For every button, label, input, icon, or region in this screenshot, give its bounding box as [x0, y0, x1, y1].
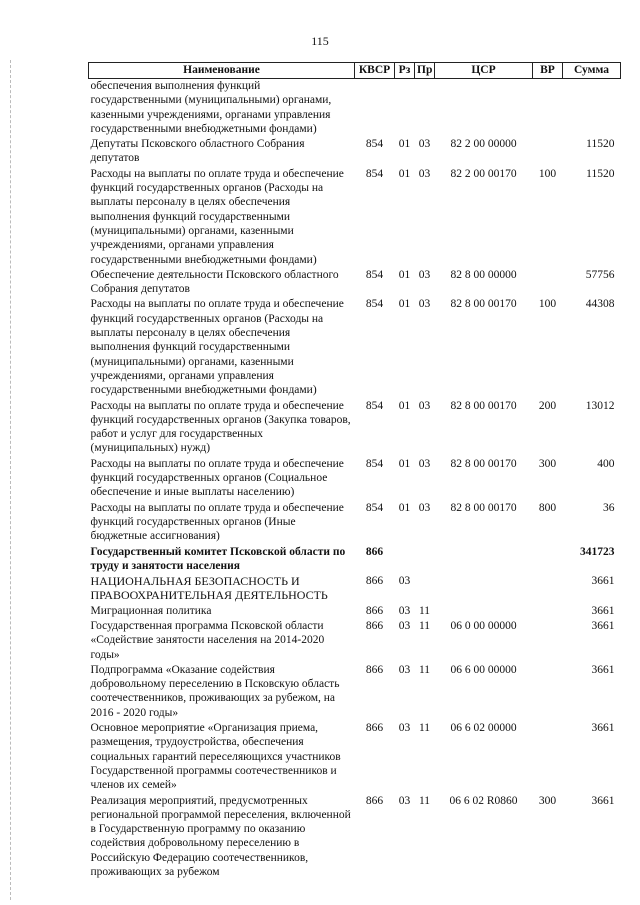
cell-pr: 03: [418, 268, 431, 281]
cell-csr: 06 6 02 R0860: [449, 794, 518, 807]
table-row: [89, 500, 621, 544]
cell-csr: 82 8 00 00170: [450, 501, 517, 514]
cell-sum: 3661: [591, 619, 615, 632]
margin-line: [10, 60, 11, 900]
header-sum: Сумма: [563, 63, 621, 79]
cell-rz: 01: [398, 138, 411, 151]
cell-pr: 11: [418, 619, 431, 632]
cell-name: Расходы на выплаты по оплате труда и обеспечение функций государственных органов (Иные бюджетные ассигнования): [90, 501, 344, 543]
cell-sum: 11520: [586, 138, 615, 151]
cell-pr: [415, 544, 435, 574]
cell-sum: 3661: [591, 575, 615, 588]
cell-sum: 11520: [586, 167, 615, 180]
cell-csr: 82 2 00 00170: [450, 167, 517, 180]
cell-name: НАЦИОНАЛЬНАЯ БЕЗОПАСНОСТЬ И ПРАВООХРАНИТЕЛЬНАЯ ДЕЯТЕЛЬНОСТЬ: [90, 574, 328, 603]
cell-kvsr: 866: [365, 794, 384, 807]
cell-sum: [563, 79, 621, 137]
cell-vr: [533, 618, 563, 662]
budget-table: [88, 62, 621, 879]
table-row: [89, 618, 621, 662]
cell-csr: 82 2 00 00000: [450, 138, 517, 151]
cell-rz: 01: [398, 399, 411, 412]
cell-csr: [435, 544, 533, 574]
cell-sum: 13012: [585, 399, 615, 412]
cell-kvsr: 854: [365, 167, 384, 180]
cell-name: Государственная программа Псковской области «Содействие занятости населения на 2014-2020 годы»: [90, 619, 325, 661]
budget-table-container: [88, 62, 620, 879]
cell-pr: [415, 79, 435, 137]
cell-rz: 03: [398, 619, 411, 632]
cell-rz: 01: [398, 457, 411, 470]
cell-kvsr: 866: [365, 722, 384, 735]
cell-csr: 06 6 02 00000: [450, 722, 517, 735]
cell-vr: 100: [538, 298, 557, 311]
cell-pr: 03: [418, 167, 431, 180]
cell-vr: [533, 267, 563, 297]
cell-vr: [533, 662, 563, 720]
header-pr: Пр: [415, 63, 435, 79]
cell-kvsr: 854: [365, 138, 384, 151]
cell-pr: 11: [418, 722, 431, 735]
cell-csr: 82 8 00 00170: [450, 399, 517, 412]
cell-name: Подпрограмма «Оказание содействия добровольному переселению в Псковскую область соотечественников, проживающих за рубежом, на 2016 - 2020 годы»: [90, 663, 340, 719]
table-row: [89, 267, 621, 297]
cell-kvsr: 854: [365, 268, 384, 281]
cell-sum: 341723: [580, 545, 615, 558]
table-row: [89, 166, 621, 267]
table-row: [89, 398, 621, 456]
cell-vr: 100: [538, 167, 557, 180]
cell-name: Расходы на выплаты по оплате труда и обеспечение функций государственных органов (Расходы на выплаты персоналу в целях обеспечения выполнения функций государственными (муниципальными) органами, казенными учреждениями, органами управления государственными внебюджетными фондами): [90, 298, 344, 397]
cell-vr: [533, 573, 563, 603]
cell-name: Реализация мероприятий, предусмотренных региональной программой переселения, включенной в Государственную программу по оказанию содействия добровольному переселению в Российскую Федерацию соотечественников, проживающих за рубежом: [90, 794, 351, 879]
cell-csr: [435, 603, 533, 618]
table-row: [89, 296, 621, 397]
cell-pr: 11: [418, 794, 431, 807]
cell-sum: 36: [603, 501, 615, 514]
cell-sum: 44308: [585, 298, 615, 311]
cell-csr: 06 0 00 00000: [450, 619, 517, 632]
cell-kvsr: 866: [365, 619, 384, 632]
cell-rz: 03: [398, 575, 411, 588]
cell-name: Обеспечение деятельности Псковского областного Собрания депутатов: [90, 268, 339, 296]
cell-pr: 03: [418, 298, 431, 311]
table-row: [89, 662, 621, 720]
cell-csr: 82 8 00 00000: [450, 268, 517, 281]
cell-csr: [435, 573, 533, 603]
cell-vr: 300: [538, 457, 557, 470]
cell-csr: 82 8 00 00170: [450, 457, 517, 470]
cell-name: Расходы на выплаты по оплате труда и обеспечение функций государственных органов (Закупка товаров, работ и услуг для государственных (муниципальных) нужд): [90, 399, 351, 455]
cell-name: Государственный комитет Псковской области по труду и занятости населения: [90, 545, 346, 572]
cell-sum: 3661: [591, 663, 615, 676]
header-kvsr: КВСР: [355, 63, 395, 79]
cell-pr: 03: [418, 399, 431, 412]
cell-pr: [415, 573, 435, 603]
cell-vr: [533, 544, 563, 574]
cell-name: Расходы на выплаты по оплате труда и обеспечение функций государственных органов (Социальное обеспечение и иные выплаты населению): [90, 457, 344, 499]
cell-rz: 01: [398, 167, 411, 180]
cell-name: Расходы на выплаты по оплате труда и обеспечение функций государственных органов (Расходы на выплаты персоналу в целях обеспечения выполнения функций государственными (муниципальными) органами, казенными учреждениями, органами управления государственными внебюджетными фондами): [90, 167, 344, 266]
cell-rz: [395, 79, 415, 137]
table-row: [89, 79, 621, 137]
cell-vr: [533, 720, 563, 792]
page-number: 115: [311, 34, 329, 48]
cell-kvsr: 854: [365, 457, 384, 470]
table-row: [89, 456, 621, 500]
cell-vr: [533, 603, 563, 618]
table-row: [89, 573, 621, 603]
cell-vr: 800: [538, 501, 557, 514]
cell-vr: 200: [538, 399, 557, 412]
cell-rz: 03: [398, 663, 411, 676]
cell-name: обеспечения выполнения функций государственными (муниципальными) органами, казенными учреждениями, органами управления государственными внебюджетными фондами): [90, 80, 332, 135]
cell-rz: 03: [398, 722, 411, 735]
table-row: [89, 603, 621, 618]
header-rz: Рз: [395, 63, 415, 79]
header-name: Наименование: [89, 63, 355, 79]
cell-rz: 03: [398, 604, 411, 617]
cell-pr: 11: [418, 604, 431, 617]
cell-sum: 3661: [591, 604, 615, 617]
cell-pr: 03: [418, 457, 431, 470]
cell-kvsr: [355, 79, 395, 137]
cell-sum: 57756: [585, 268, 615, 281]
cell-sum: 3661: [591, 794, 615, 807]
cell-sum: 400: [597, 457, 615, 470]
cell-name: Основное мероприятие «Организация приема, размещения, трудоустройства, обеспечения социальных гарантий переселяющихся участников Государственной программы соотечественников и членов их семей»: [90, 722, 341, 792]
cell-kvsr: 866: [365, 663, 384, 676]
cell-pr: 03: [418, 138, 431, 151]
cell-csr: [435, 79, 533, 137]
table-row: [89, 544, 621, 574]
header-vr: ВР: [533, 63, 563, 79]
cell-name: Миграционная политика: [90, 604, 212, 617]
cell-pr: 03: [418, 501, 431, 514]
cell-kvsr: 854: [365, 501, 384, 514]
cell-kvsr: 854: [365, 399, 384, 412]
cell-kvsr: 866: [365, 575, 384, 588]
table-row: [89, 136, 621, 166]
cell-rz: 03: [398, 794, 411, 807]
table-row: [89, 720, 621, 792]
cell-rz: 01: [398, 298, 411, 311]
cell-kvsr: 854: [365, 298, 384, 311]
table-header: [89, 63, 621, 79]
cell-csr: 06 6 00 00000: [450, 663, 517, 676]
cell-vr: [533, 136, 563, 166]
header-csr: ЦСР: [435, 63, 533, 79]
cell-rz: [395, 544, 415, 574]
cell-sum: 3661: [591, 722, 615, 735]
cell-name: Депутаты Псковского областного Собрания депутатов: [90, 138, 305, 165]
cell-rz: 01: [398, 268, 411, 281]
cell-kvsr: 866: [365, 545, 384, 558]
cell-vr: 300: [538, 794, 557, 807]
cell-pr: 11: [418, 663, 431, 676]
table-body: [89, 79, 621, 880]
table-row: [89, 793, 621, 880]
cell-rz: 01: [398, 501, 411, 514]
cell-csr: 82 8 00 00170: [450, 298, 517, 311]
cell-kvsr: 866: [365, 604, 384, 617]
cell-vr: [533, 79, 563, 137]
